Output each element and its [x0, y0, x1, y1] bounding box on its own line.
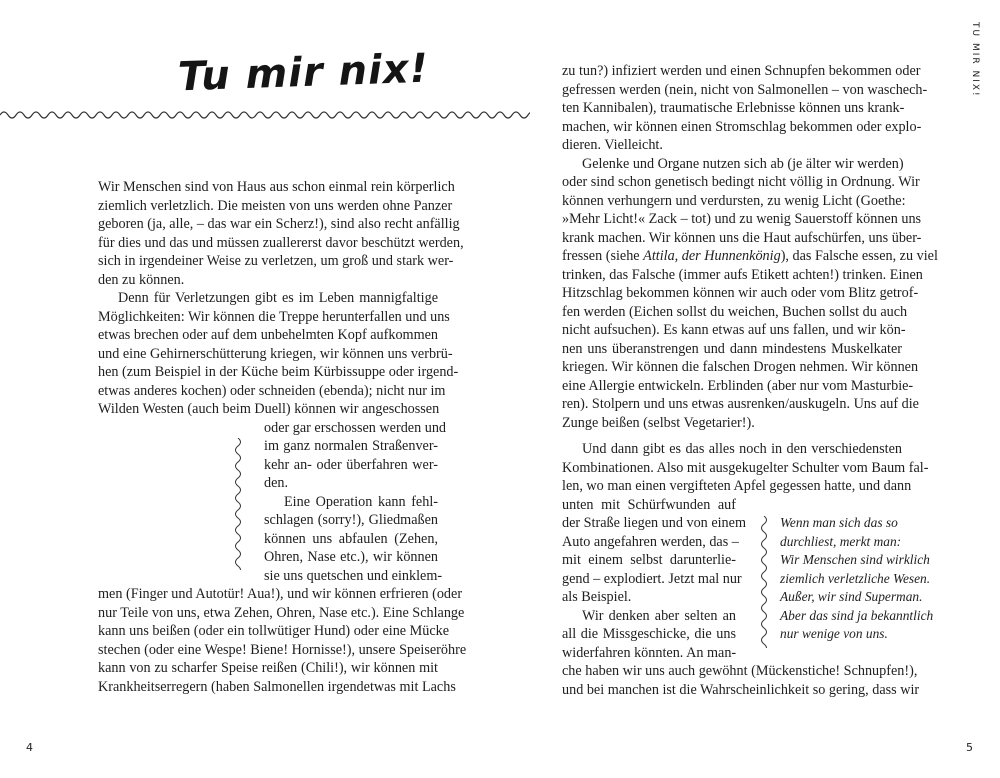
text-line: oder sind schon genetisch bedingt nicht völlig in Ordnung. Wir [562, 174, 920, 190]
text-line: dieren. Vielleicht. [562, 137, 663, 153]
text-line: gend – explodiert. Jetzt mal nur [562, 570, 742, 587]
text-line: etwas anderes kochen) oder schneiden (ebenda); nicht nur im [98, 382, 446, 399]
sidenote-line: Wir Menschen sind wirklich [780, 552, 930, 567]
text-line: Gelenke und Organe nutzen sich ab (je älter wir werden) [582, 155, 904, 172]
text-line: stechen (oder eine Wespe! Biene! Hornisse!), unsere Speiseröhre [98, 641, 467, 658]
text-line: kann uns beißen (oder ein tollwütiger Hund) oder eine Mücke [98, 623, 450, 639]
text-line: für dies und das und müssen zuallererst davor beschützt werden, [98, 234, 464, 251]
text-line: kriegen. Wir können die falschen Drogen nehmen. Wir können [562, 359, 919, 375]
sidenote-line: Wenn man sich das so [780, 515, 898, 530]
text-line: zu tun?) infiziert werden und einen Schnupfen bekommen oder [562, 63, 921, 79]
text-line: ziemlich verletzlich. Die meisten von uns werden ohne Panzer [98, 197, 453, 214]
squiggle-divider-right [758, 516, 770, 648]
text-line: Hitzschlag bekommen können wir auch oder vom Blitz getrof- [562, 285, 919, 301]
text-line: len, wo man einen vergifteten Apfel gegessen hatte, und dann [562, 478, 912, 494]
text-line: fen werden (Eichen sollst du weichen, Buchen sollst du auch [562, 303, 908, 320]
text-line: mit einem selbst darunterlie- [562, 552, 736, 568]
text-line: machen, wir können einen Stromschlag bekommen oder explo- [562, 118, 922, 135]
text-line: eine Allergie entwickeln. Erblinden (aber nur vom Masturbie- [562, 377, 914, 394]
sidenote-line: Aber das sind ja bekanntlich [780, 607, 934, 623]
text-fragment: ), das Falsche essen, zu viel [780, 248, 938, 264]
text-line: Wir Menschen sind von Haus aus schon einmal rein körperlich [98, 179, 455, 195]
text-line: der Straße liegen und von einem [562, 515, 746, 531]
sidenote-line: durchliest, merkt man: [780, 533, 902, 549]
text-line: Kombinationen. Also mit ausgekugelter Schulter vom Baum fal- [562, 459, 929, 476]
text-line: ten Kannibalen), traumatische Erlebnisse können uns krank- [562, 100, 905, 116]
text-line: Krankheitserregern (haben Salmonellen irgendetwas mit Lachs [98, 678, 456, 695]
text-line: che haben wir uns auch gewöhnt (Mückenstiche! Schnupfen!), [562, 663, 918, 679]
text-line: Und dann gibt es das alles noch in den verschiedensten [582, 441, 902, 457]
text-line-attila [562, 247, 938, 266]
text-line: im ganz normalen Straßenver- [264, 438, 438, 454]
chapter-title: Tu mir nix! [177, 45, 430, 101]
sidenote-line: nur wenige von uns. [780, 626, 888, 641]
text-line: Wilden Westen (auch beim Duell) können wir angeschossen [98, 401, 440, 417]
text-line: Eine Operation kann fehl- [284, 493, 438, 510]
text-line: können verhungern und verdursten, zu wenig Licht (Goethe: [562, 192, 906, 209]
text-line: all die Missgeschicke, die uns [562, 626, 736, 642]
text-line: kehr an- oder überfahren wer- [264, 456, 438, 473]
text-line: den. [264, 475, 289, 491]
text-line: ren). Stolpern und uns etwas ausrenken/auskugeln. Uns auf die [562, 396, 919, 412]
text-line: als Beispiel. [562, 589, 632, 605]
text-line: sich in irgendeiner Weise zu verletzen, um groß und stark wer- [98, 253, 454, 269]
text-line: unten mit Schürfwunden auf [562, 496, 736, 513]
text-line: schlagen (sorry!), Gliedmaßen [264, 512, 438, 528]
text-line: Wir denken aber selten an [582, 607, 736, 624]
sidenote-line: ziemlich verletzliche Wesen. [780, 570, 931, 586]
text-line: trinken, das Falsche (immer aufs Etikett achten!) trinken. Einen [562, 266, 923, 283]
text-line: nicht aufsuchen). Es kann etwas auf uns fallen, und wir kön- [562, 322, 906, 338]
text-line: »Mehr Licht!« Zack – tot) und zu wenig Sauerstoff können uns [562, 211, 922, 227]
text-line: und bei manchen ist die Wahrscheinlichkeit so gering, dass wir [562, 681, 920, 698]
text-line: Ohren, Nase etc.), wir können [264, 549, 438, 565]
text-line: sie uns quetschen und einklem- [264, 567, 443, 584]
text-line: etwas brechen oder auf dem unbehelmten Kopf aufkommen [98, 327, 438, 343]
text-line: oder gar erschossen werden und [264, 419, 447, 436]
page-number-right: 5 [966, 741, 973, 754]
text-line: kann von zu scharfer Speise reißen (Chili!), wir können mit [98, 660, 438, 676]
text-line: können uns abfaulen (Zehen, [264, 530, 438, 547]
text-fragment: fressen (siehe [562, 248, 644, 264]
text-line: nen uns überanstrengen und dann mindestens Muskelkater [562, 340, 902, 357]
text-line: hen (zum Beispiel in der Küche beim Kürbissuppe oder irgend- [98, 364, 459, 380]
sidenote-line: Außer, wir sind Superman. [780, 589, 923, 604]
text-line: widerfahren könnten. An man- [562, 644, 737, 661]
text-line: krank machen. Wir können uns die Haut aufschürfen, uns über- [562, 229, 922, 246]
text-line: Zunge beißen (selbst Vegetarier!). [562, 414, 755, 431]
text-line: Denn für Verletzungen gibt es im Leben mannigfaltige [118, 290, 438, 306]
text-line: und eine Gehirnerschütterung kriegen, wir können uns verbrü- [98, 345, 453, 362]
text-line: men (Finger und Autotür! Aua!), und wir können erfrieren (oder [98, 586, 463, 602]
text-line: geboren (ja, alle, – das war ein Scherz!), sind also recht anfällig [98, 216, 460, 232]
text-line: den zu können. [98, 271, 185, 288]
text-line: Auto angefahren werden, das – [562, 533, 739, 550]
text-line: nur Teile von uns, etwa Zehen, Ohren, Nase etc.). Eine Schlange [98, 604, 465, 621]
text-line: gefressen werden (nein, nicht von Salmonellen – von waschech- [562, 81, 928, 98]
book-title: Attila, der Hunnenkönig [643, 248, 781, 264]
page-number-left: 4 [26, 741, 33, 754]
text-line: Möglichkeiten: Wir können die Treppe herunterfallen und uns [98, 308, 450, 325]
running-head: TU MIR NIX! [970, 22, 980, 98]
